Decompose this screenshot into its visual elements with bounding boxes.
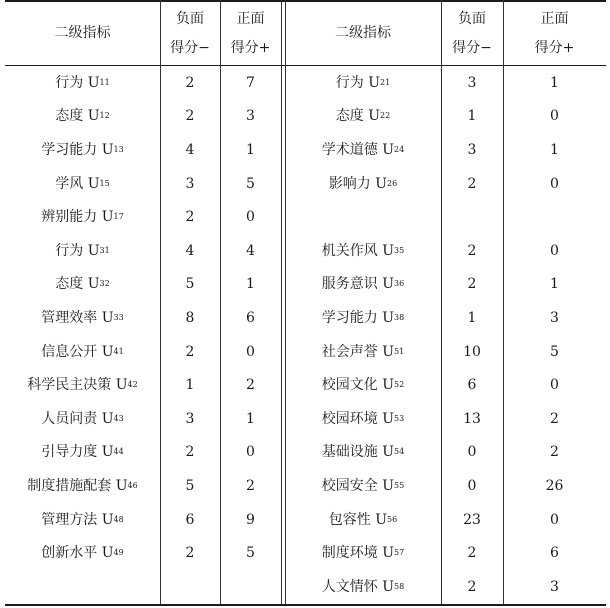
indicator-label: 制度环境 U xyxy=(321,545,395,562)
indicator-name: 学习能力 U 38 xyxy=(321,309,405,326)
positive-score xyxy=(220,570,281,604)
negative-score: 1 xyxy=(467,108,477,125)
positive-score: 26 xyxy=(545,477,564,494)
indicator-label: 管理效率 U xyxy=(41,309,114,326)
indicator-name: 辨别能力 U 17 xyxy=(41,209,124,226)
positive-score: 2 xyxy=(550,410,559,427)
panel-divider-a xyxy=(281,0,282,604)
indicator-name: 学术道德 U 24 xyxy=(321,141,405,158)
positive-score: 6 xyxy=(550,545,559,562)
positive-score: 3 xyxy=(246,108,255,125)
header-positive-sub: 得分+ xyxy=(230,40,271,56)
indicator-label: 行为 U xyxy=(55,242,100,259)
indicator-name: 态度 U 12 xyxy=(55,108,110,125)
negative-score: 2 xyxy=(467,175,477,192)
indicator-name: 学习能力 U 13 xyxy=(41,141,124,158)
negative-score: 2 xyxy=(185,545,195,562)
indicator-label: 服务意识 U xyxy=(321,276,395,293)
indicator-name: 管理方法 U 48 xyxy=(41,511,124,528)
negative-score: 2 xyxy=(185,209,195,226)
negative-score: 5 xyxy=(185,477,195,494)
indicator-label: 包容性 U xyxy=(328,511,388,528)
negative-score: 2 xyxy=(467,276,477,293)
indicator-label: 影响力 U xyxy=(328,175,388,192)
header-indicator: 二级指标 xyxy=(335,25,391,41)
positive-score: 1 xyxy=(246,410,255,427)
positive-score: 1 xyxy=(550,141,559,158)
indicator-name: 态度 U 22 xyxy=(335,108,391,125)
positive-score: 0 xyxy=(550,108,559,125)
indicator-label: 校园文化 U xyxy=(321,377,395,394)
indicator-label: 基础设施 U xyxy=(321,444,395,461)
negative-score: 8 xyxy=(185,309,195,326)
bottom-rule xyxy=(5,604,606,606)
negative-score: 5 xyxy=(185,276,195,293)
positive-score: 6 xyxy=(246,309,255,326)
negative-score: 23 xyxy=(463,511,481,528)
indicator-label: 校园环境 U xyxy=(321,410,395,427)
negative-score: 13 xyxy=(463,410,481,427)
indicator-label: 行为 U xyxy=(55,74,100,91)
positive-score: 5 xyxy=(550,343,559,360)
indicator-label: 辨别能力 U xyxy=(41,209,114,226)
indicator-name: 人员问责 U 43 xyxy=(41,410,124,427)
indicator-name: 信息公开 U 41 xyxy=(41,343,124,360)
indicator-label: 信息公开 U xyxy=(41,343,114,360)
negative-score xyxy=(160,570,220,604)
positive-score: 0 xyxy=(550,377,559,394)
indicator-name: 机关作风 U 35 xyxy=(321,242,405,259)
negative-score: 4 xyxy=(185,141,195,158)
indicator-name: 校园安全 U 55 xyxy=(321,477,405,494)
indicator-name: 创新水平 U 49 xyxy=(41,545,124,562)
indicator-label: 学习能力 U xyxy=(321,309,395,326)
negative-score: 1 xyxy=(467,309,477,326)
indicator-name xyxy=(5,570,160,604)
positive-score: 1 xyxy=(246,141,255,158)
indicator-name: 管理效率 U 33 xyxy=(41,309,124,326)
positive-score: 0 xyxy=(246,444,255,461)
indicator-name: 引导力度 U 44 xyxy=(41,444,124,461)
positive-score: 0 xyxy=(550,242,559,259)
indicator-label: 创新水平 U xyxy=(41,545,114,562)
header-positive-title: 正面 xyxy=(540,11,569,27)
indicator-name: 校园文化 U 52 xyxy=(321,377,405,394)
header-negative-title: 负面 xyxy=(176,11,204,27)
negative-score: 6 xyxy=(467,377,477,394)
negative-score: 2 xyxy=(185,444,195,461)
indicator-label: 学术道德 U xyxy=(321,141,395,158)
indicator-label: 校园安全 U xyxy=(321,477,395,494)
negative-score: 2 xyxy=(467,242,477,259)
positive-score: 3 xyxy=(550,309,559,326)
negative-score: 1 xyxy=(185,377,195,394)
header-negative-title: 负面 xyxy=(458,11,486,27)
indicator-name: 校园环境 U 53 xyxy=(321,410,405,427)
negative-score: 3 xyxy=(185,410,195,427)
indicator-label: 态度 U xyxy=(55,108,100,125)
negative-score: 3 xyxy=(467,74,477,91)
indicator-name: 科学民主决策 U 42 xyxy=(27,377,138,394)
indicator-name: 包容性 U 56 xyxy=(328,511,398,528)
indicator-label: 态度 U xyxy=(55,276,100,293)
top-rule xyxy=(5,0,606,2)
indicator-name: 学风 U 15 xyxy=(55,175,110,192)
negative-score: 0 xyxy=(467,477,477,494)
negative-score: 6 xyxy=(185,511,195,528)
negative-score: 3 xyxy=(467,141,477,158)
positive-score: 5 xyxy=(246,545,255,562)
indicator-label: 行为 U xyxy=(335,74,381,91)
header-positive-title: 正面 xyxy=(236,11,265,27)
header-negative-sub: 得分− xyxy=(452,40,492,56)
indicator-label: 态度 U xyxy=(335,108,381,125)
indicator-name: 人文情怀 U 58 xyxy=(321,578,405,595)
indicator-name xyxy=(285,200,441,234)
negative-score: 2 xyxy=(467,545,477,562)
header-positive-sub: 得分+ xyxy=(534,40,575,56)
indicator-label: 管理方法 U xyxy=(41,511,114,528)
indicator-label: 学习能力 U xyxy=(41,141,114,158)
indicator-score-table xyxy=(5,0,606,606)
positive-score: 4 xyxy=(246,242,255,259)
positive-score: 3 xyxy=(550,578,559,595)
positive-score: 5 xyxy=(246,175,255,192)
indicator-label: 社会声誉 U xyxy=(321,343,395,360)
positive-score: 2 xyxy=(246,377,255,394)
header-indicator: 二级指标 xyxy=(54,25,111,41)
header-negative-sub: 得分− xyxy=(170,40,210,56)
negative-score: 10 xyxy=(463,343,481,360)
negative-score: 2 xyxy=(185,343,195,360)
indicator-label: 引导力度 U xyxy=(41,444,114,461)
negative-score: 2 xyxy=(185,108,195,125)
positive-score: 9 xyxy=(246,511,255,528)
indicator-label: 学风 U xyxy=(55,175,100,192)
indicator-name: 行为 U 31 xyxy=(55,242,110,259)
positive-score: 0 xyxy=(246,209,255,226)
indicator-label: 机关作风 U xyxy=(321,242,395,259)
indicator-name: 基础设施 U 54 xyxy=(321,444,405,461)
negative-score xyxy=(441,200,503,234)
indicator-name: 服务意识 U 36 xyxy=(321,276,405,293)
indicator-name: 行为 U 11 xyxy=(55,74,110,91)
indicator-label: 人文情怀 U xyxy=(321,578,395,595)
negative-score: 3 xyxy=(185,175,195,192)
indicator-label: 人员问责 U xyxy=(41,410,114,427)
indicator-name: 制度环境 U 57 xyxy=(321,545,405,562)
positive-score: 0 xyxy=(246,343,255,360)
negative-score: 2 xyxy=(185,74,195,91)
positive-score: 2 xyxy=(550,444,559,461)
positive-score: 1 xyxy=(550,276,559,293)
positive-score: 7 xyxy=(246,74,255,91)
indicator-label: 科学民主决策 U xyxy=(27,377,128,394)
positive-score: 0 xyxy=(550,511,559,528)
positive-score xyxy=(503,200,606,234)
positive-score: 0 xyxy=(550,175,559,192)
indicator-name: 行为 U 21 xyxy=(335,74,391,91)
indicator-name: 态度 U 32 xyxy=(55,276,110,293)
indicator-name: 社会声誉 U 51 xyxy=(321,343,405,360)
positive-score: 1 xyxy=(550,74,559,91)
negative-score: 4 xyxy=(185,242,195,259)
indicator-name: 制度措施配套 U 46 xyxy=(27,477,138,494)
indicator-label: 制度措施配套 U xyxy=(27,477,128,494)
indicator-name: 影响力 U 26 xyxy=(328,175,398,192)
negative-score: 2 xyxy=(467,578,477,595)
negative-score: 0 xyxy=(467,444,477,461)
positive-score: 2 xyxy=(246,477,255,494)
positive-score: 1 xyxy=(246,276,255,293)
